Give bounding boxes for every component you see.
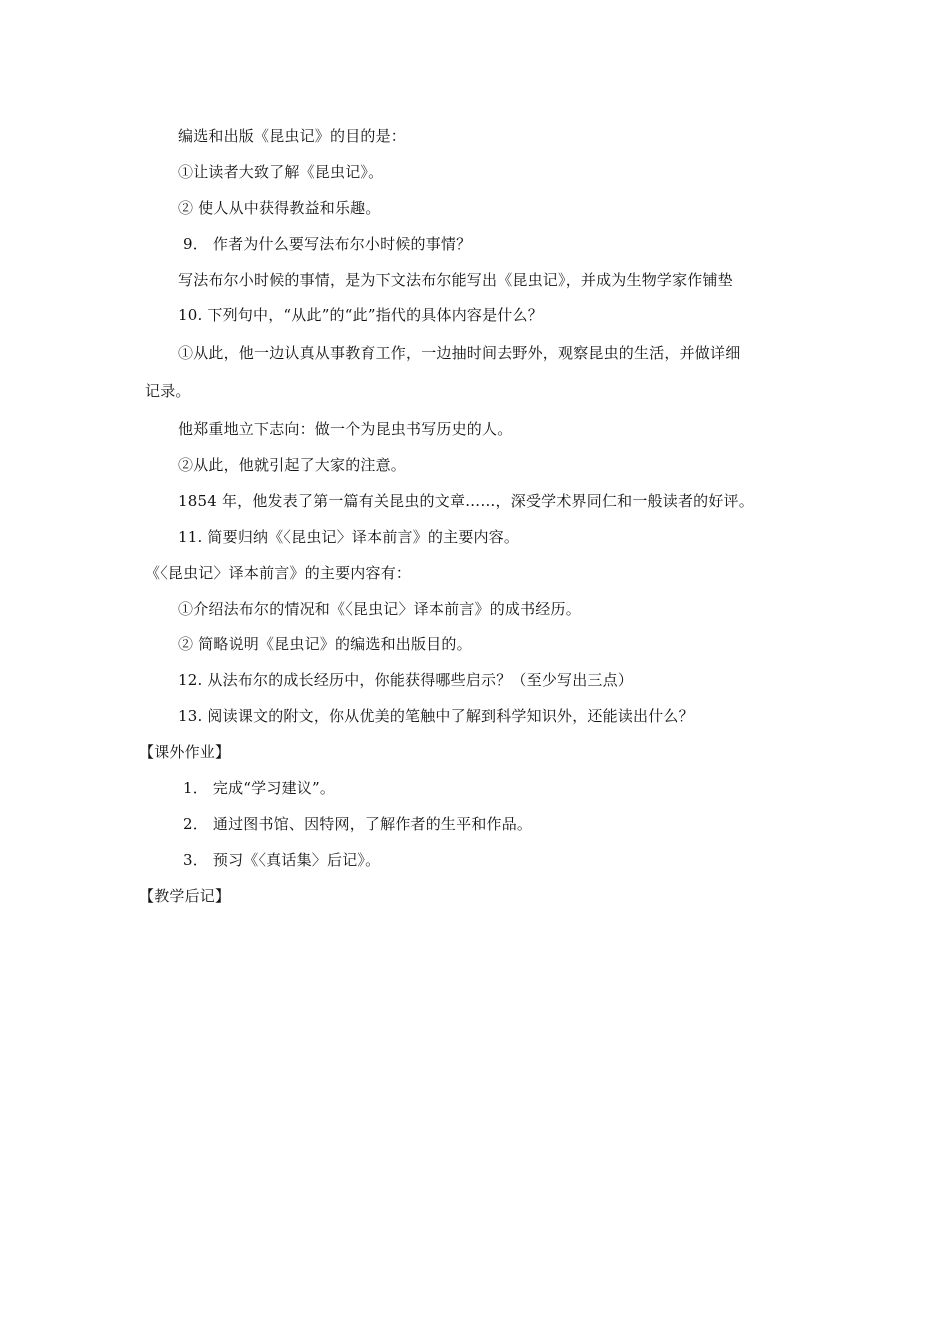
text-line: ② 简略说明《昆虫记》的编选和出版目的。 bbox=[178, 635, 472, 653]
text-line: 写法布尔小时候的事情，是为下文法布尔能写出《昆虫记》，并成为生物学家作铺垫 bbox=[178, 271, 733, 289]
section-heading-teaching-notes: 【教学后记】 bbox=[139, 887, 231, 905]
text-line: ②从此，他就引起了大家的注意。 bbox=[178, 456, 407, 474]
text-line: ①让读者大致了解《昆虫记》。 bbox=[178, 163, 384, 181]
list-item: 2． 通过图书馆、因特网，了解作者的生平和作品。 bbox=[183, 815, 533, 833]
text-line: ①从此，他一边认真从事教育工作，一边抽时间去野外，观察昆虫的生活，并做详细 bbox=[178, 344, 741, 362]
text-line: 1854 年，他发表了第一篇有关昆虫的文章……，深受学术界同仁和一般读者的好评。 bbox=[178, 492, 754, 510]
question-9: 9． 作者为什么要写法布尔小时候的事情？ bbox=[183, 235, 472, 253]
text-line: 编选和出版《昆虫记》的目的是： bbox=[178, 127, 407, 145]
list-item: 3． 预习《〈真话集〉后记》。 bbox=[183, 851, 381, 869]
question-12: 12. 从法布尔的成长经历中，你能获得哪些启示？（至少写出三点） bbox=[178, 671, 634, 689]
text-line: 他郑重地立下志向：做一个为昆虫书写历史的人。 bbox=[178, 420, 513, 438]
text-line: ①介绍法布尔的情况和《〈昆虫记〉译本前言》的成书经历。 bbox=[178, 600, 581, 618]
question-13: 13. 阅读课文的附文，你从优美的笔触中了解到科学知识外，还能读出什么？ bbox=[178, 707, 694, 725]
text-line: 《〈昆虫记〉译本前言》的主要内容有： bbox=[145, 564, 412, 582]
question-10: 10. 下列句中，“从此”的“此”指代的具体内容是什么？ bbox=[178, 306, 543, 324]
text-line: ② 使人从中获得教益和乐趣。 bbox=[178, 199, 381, 217]
question-11: 11. 简要归纳《〈昆虫记〉译本前言》的主要内容。 bbox=[178, 528, 520, 546]
list-item: 1． 完成“学习建议”。 bbox=[183, 779, 336, 797]
text-line: 记录。 bbox=[145, 382, 191, 400]
section-heading-homework: 【课外作业】 bbox=[139, 743, 231, 761]
